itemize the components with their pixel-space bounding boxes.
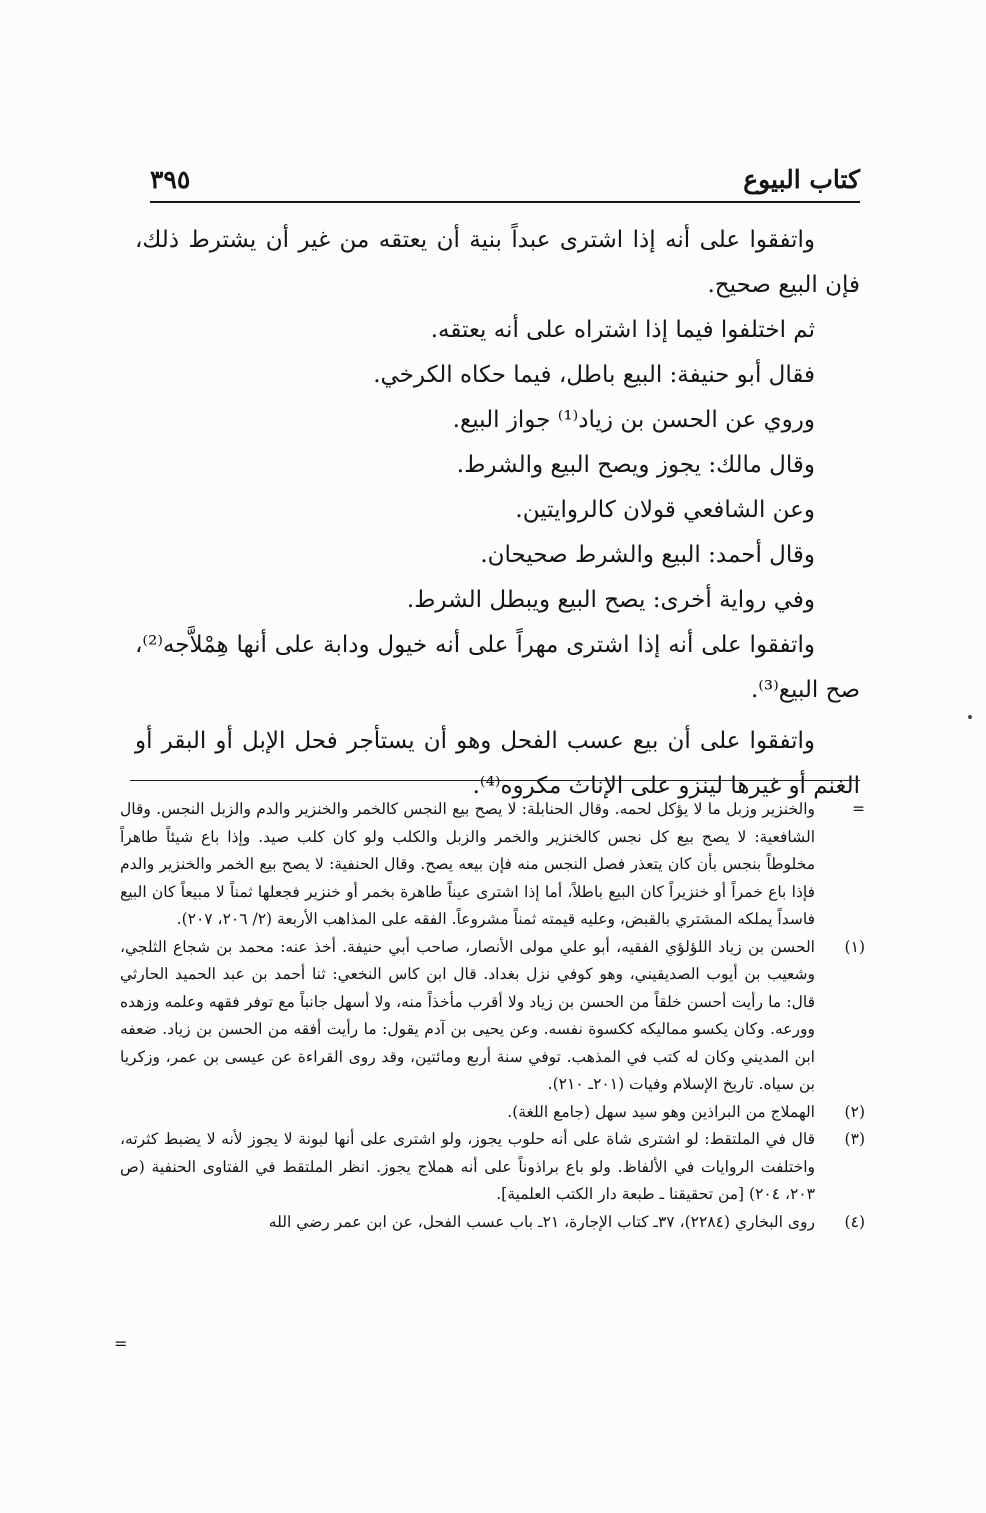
footnote-text: قال في الملتقط: لو اشترى شاة على أنه حلوب يجوز، ولو اشترى على أنها لبونة لا يجوز لأنه لا يضبط كثرته، واختلفت الروايات في الألفاظ. ولو باع براذوناً على أنه هملاج يجوز. انظر الملتقط في الفتاوى الحنفية (ص ٢٠٣، ٢٠٤) [من تحقيقنا ـ طبعة دار الكتب العلمية]. [120,1130,815,1203]
footnote-separator [130,780,860,781]
main-paragraph: وقال مالك: يجوز ويصح البيع والشرط. [456,452,815,478]
main-paragraph: ثم اختلفوا فيما إذا اشتراه على أنه يعتقه. [430,317,815,343]
main-paragraph: وفي رواية أخرى: يصح البيع ويبطل الشرط. [406,587,815,613]
footnote-mark: (٣) [844,1130,865,1148]
footnote [120,934,865,1099]
main-paragraph: واتفقوا على أنه إذا اشترى مهراً على أنه خيول ودابة على أنها هِمْلاَّجه⁽²⁾، صح البيع⁽³⁾. [135,632,860,703]
page-header [150,163,860,203]
chapter-title: كتاب البيوع [743,165,860,194]
continuation-mark: = [114,1334,128,1353]
main-paragraph: واتفقوا على أنه إذا اشترى عبداً بنية أن يعتقه من غير أن يشترط ذلك، فإن البيع صحيح. [135,227,860,298]
main-paragraph: فقال أبو حنيفة: البيع باطل، فيما حكاه الكرخي. [373,362,815,388]
footnotes [120,796,865,1236]
main-paragraph: وعن الشافعي قولان كالروايتين. [515,497,815,523]
stray-dot [968,715,972,719]
footnote-mark: = [852,800,865,818]
main-paragraph: واتفقوا على أن بيع عسب الفحل وهو أن يستأجر فحل الإبل أو البقر أو الغنم أو غيرها لينزو على الإناث مكروه⁽⁴⁾. [135,728,860,799]
main-paragraph: وروي عن الحسن بن زياد⁽¹⁾ جواز البيع. [452,407,815,433]
footnote [120,1209,865,1237]
main-text [135,218,860,809]
footnote-text: روى البخاري (٢٢٨٤)، ٣٧ـ كتاب الإجارة، ٢١ـ باب عسب الفحل، عن ابن عمر رضي الله [268,1212,815,1231]
footnote-mark: (٢) [844,1102,865,1121]
footnote-text: الهملاج من البراذين وهو سيد سهل (جامع اللغة). [507,1102,815,1121]
footnote [120,1099,865,1127]
footnote-text: الحسن بن زياد اللؤلؤي الفقيه، أبو علي مولى الأنصار، صاحب أبي حنيفة. أخذ عنه: محمد بن شجاع الثلجي، وشعيب بن أيوب الصديقيني، وهو كوفي نزل بغداد. قال ابن كاس النخعي: ثنا أحمد بن عبد الحميد الحارثي قال: ما رأيت أحسن خلقاً من الحسن بن زياد ولا أقرب مأخذاً منه، ولا أسهل جانباً مع توفر فقهه وعلمه وزهده وورعه. وكان يكسو مماليكه ككسوة نفسه. وعن يحيى بن آدم يقول: ما رأيت أفقه من الحسن بن زياد. ضعفه ابن المديني وكان له كتب في المذهب. توفي سنة أربع ومائتين، وقد روى القراءة عن عيسى بن عمر، وزكريا بن سياه. تاريخ الإسلام وفيات (٢٠١ـ ٢١٠). [120,937,815,1093]
footnote [120,1126,865,1209]
main-paragraph: وقال أحمد: البيع والشرط صحيحان. [480,542,815,568]
footnote [120,796,865,934]
footnote-mark: (١) [844,937,865,956]
footnote-text: والخنزير وزبل ما لا يؤكل لحمه. وقال الحنابلة: لا يصح بيع النجس كالخمر والخنزير والدم والزبل النجس. وقال الشافعية: لا يصح بيع كل نجس كالخنزير والخمر والزبل والكلب ولو كان كلب صيد. وإذا باع شيئاً طاهراً مخلوطاً بنجس بأن كان يتعذر فصل النجس منه فإن بيعه يصح. وقال الحنفية: لا يصح بيع الخمر والخنزير والدم فإذا باع خمراً أو خنزيراً كان البيع باطلاً، أما إذا اشترى عيناً طاهرة بخمر أو خنزير فجعلها ثمناً لا مبيعاً كان البيع فاسداً يملكه المشتري بالقبض، وعليه قيمته ثمناً مشروعاً. الفقه على المذاهب الأربعة (٢/ ٢٠٦، ٢٠٧). [120,800,815,928]
page-number: ٣٩٥ [150,165,191,194]
footnote-mark: (٤) [844,1212,865,1231]
